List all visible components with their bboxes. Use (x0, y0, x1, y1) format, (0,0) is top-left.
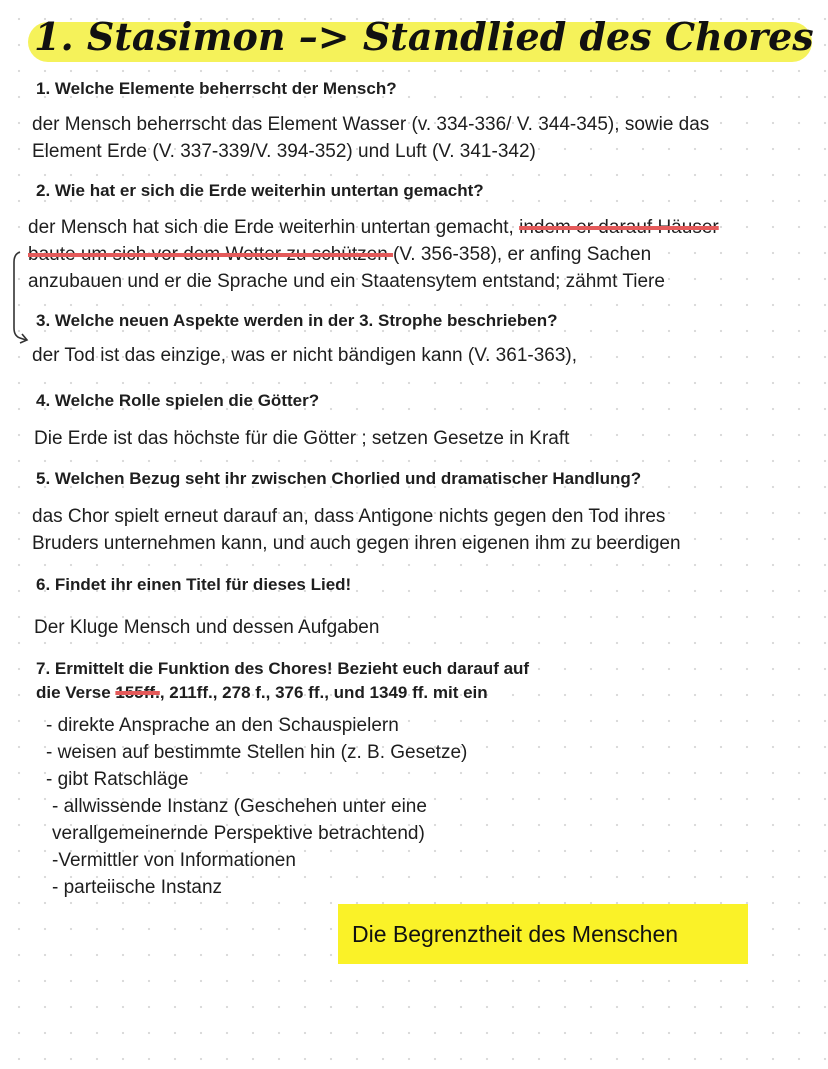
answer-4: Die Erde ist das höchste für die Götter ; setzen Gesetze in Kraft (34, 428, 570, 449)
answer-5-line-1: das Chor spielt erneut darauf an, dass Antigone nichts gegen den Tod ihres (32, 506, 666, 527)
strikethrough-text: 155ff. (115, 683, 160, 702)
question-7-text: die Verse (36, 683, 116, 702)
answer-3: der Tod ist das einzige, was er nicht bändigen kann (V. 361-363), (32, 345, 578, 366)
question-2: 2. Wie hat er sich die Erde weiterhin untertan gemacht? (36, 181, 484, 200)
question-4: 4. Welche Rolle spielen die Götter? (36, 391, 320, 410)
question-7-line-2 (36, 682, 488, 704)
list-item: - weisen auf bestimmte Stellen hin (z. B. Gesetze) (46, 742, 468, 763)
list-item: - direkte Ansprache an den Schauspielern (46, 715, 399, 736)
question-7-line-1: 7. Ermittelt die Funktion des Chores! Bezieht euch darauf auf (36, 659, 530, 678)
answer-2-line-2 (28, 241, 651, 268)
answer-2-line-3: anzubauen und er die Sprache und ein Staatensytem entstand; zähmt Tiere (28, 271, 665, 292)
strikethrough-text: baute um sich vor dem Wetter zu schützen (28, 244, 394, 265)
list-item: - parteiische Instanz (52, 877, 223, 898)
answer-1-line-2: Element Erde (V. 337-339/V. 394-352) und Luft (V. 341-342) (32, 141, 536, 162)
list-item: - gibt Ratschläge (46, 769, 189, 790)
strikethrough-text: indem er darauf Häuser (519, 217, 719, 238)
list-item: - allwissende Instanz (Geschehen unter eine (52, 796, 427, 817)
question-5: 5. Welchen Bezug seht ihr zwischen Chorlied und dramatischer Handlung? (36, 469, 642, 488)
function-list (46, 712, 467, 901)
list-item: verallgemeinernde Perspektive betrachtend) (52, 823, 425, 844)
page-title: 1. Stasimon –> Standlied des Chores (34, 14, 814, 59)
question-7-text: , 211ff., 278 f., 376 ff., und 1349 ff. mit ein (159, 683, 488, 702)
list-item: -Vermittler von Informationen (52, 850, 296, 871)
bracket-arrow-icon (8, 248, 32, 348)
answer-2-line-1 (28, 214, 719, 241)
question-6: 6. Findet ihr einen Titel für dieses Lied! (36, 575, 352, 594)
answer-1-line-1: der Mensch beherrscht das Element Wasser (v. 334-336/ V. 344-345), sowie das (32, 114, 710, 135)
answer-2-text: der Mensch hat sich die Erde weiterhin untertan gemacht, (28, 217, 520, 238)
answer-5-line-2: Bruders unternehmen kann, und auch gegen ihren eigenen ihm zu beerdigen (32, 533, 681, 554)
answer-2-text: (V. 356-358), er anfing Sachen (393, 244, 652, 265)
question-1: 1. Welche Elemente beherrscht der Mensch? (36, 79, 397, 98)
question-3: 3. Welche neuen Aspekte werden in der 3. Strophe beschrieben? (36, 311, 558, 330)
answer-6: Der Kluge Mensch und dessen Aufgaben (34, 617, 380, 638)
summary-box: Die Begrenztheit des Menschen (338, 904, 748, 964)
